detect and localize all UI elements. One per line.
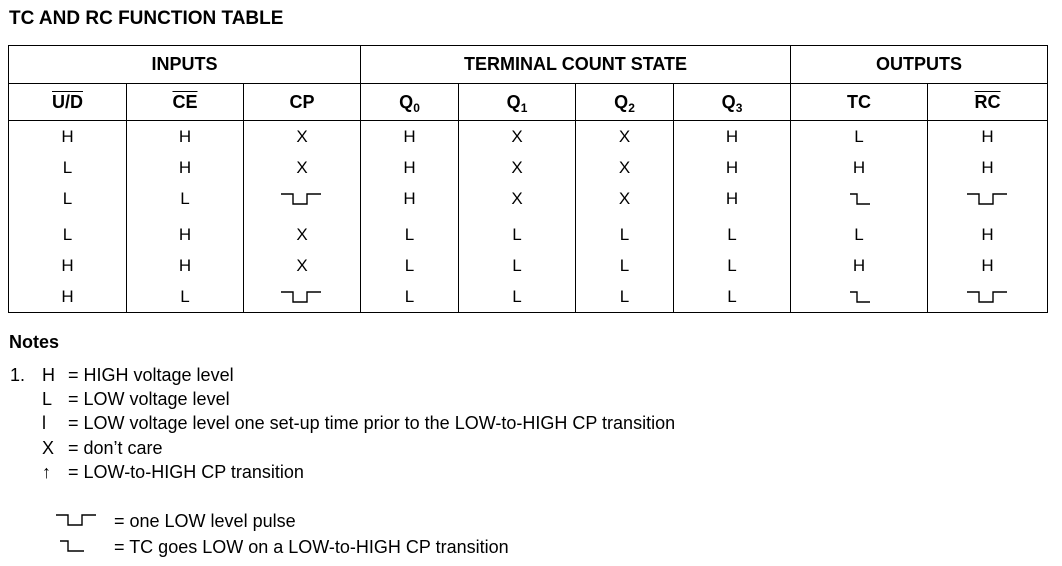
- note-text: = LOW-to-HIGH CP transition: [68, 462, 304, 482]
- pulse-icon: [244, 183, 361, 214]
- cell-q1: L: [459, 281, 576, 313]
- cell-cp: X: [244, 250, 361, 281]
- cell-q3: H: [674, 183, 791, 214]
- col-cp: CP: [244, 84, 361, 121]
- col-q2: $Q_2$: [576, 84, 674, 121]
- note-item: [42, 389, 230, 410]
- cell-rc: H: [928, 219, 1048, 250]
- cell-tc: L: [791, 219, 928, 250]
- note-symbol: X: [42, 438, 55, 458]
- col-tc: TC: [791, 84, 928, 121]
- note-fall: [54, 537, 509, 559]
- cell-q1: X: [459, 121, 576, 153]
- note-item: [42, 462, 304, 483]
- note-symbol: ↑: [42, 462, 51, 482]
- note-text: = HIGH voltage level: [68, 365, 234, 385]
- col-q3: $Q_3$: [674, 84, 791, 121]
- table-row: [9, 281, 1048, 313]
- cell-ud: L: [9, 219, 127, 250]
- cell-q2: X: [576, 121, 674, 153]
- cell-q3: L: [674, 219, 791, 250]
- pulse-icon: [244, 281, 361, 313]
- note-symbol: H: [42, 365, 55, 385]
- col-ud: [9, 84, 127, 121]
- cell-ud: H: [9, 281, 127, 313]
- notes-heading: Notes: [9, 332, 60, 352]
- cell-q0: H: [361, 152, 459, 183]
- group-inputs: INPUTS: [9, 46, 361, 84]
- cell-ce: H: [127, 250, 244, 281]
- col-q0: $Q_0$: [361, 84, 459, 121]
- cell-q0: H: [361, 121, 459, 153]
- falling-edge-icon: [791, 281, 928, 313]
- cell-q2: X: [576, 152, 674, 183]
- col-ce: [127, 84, 244, 121]
- col-rc: [928, 84, 1048, 121]
- table-title: TC AND RC FUNCTION TABLE: [9, 8, 284, 29]
- cell-q2: L: [576, 219, 674, 250]
- group-terminal-count-state: TERMINAL COUNT STATE: [361, 46, 791, 84]
- note-text: = don’t care: [68, 438, 163, 458]
- table-row: [9, 250, 1048, 281]
- cell-q1: L: [459, 250, 576, 281]
- note-symbol: l: [42, 413, 46, 433]
- cell-ud: H: [9, 121, 127, 153]
- note-text: = LOW voltage level one set-up time prior to the LOW-to-HIGH CP transition: [68, 413, 676, 433]
- cell-ce: L: [127, 281, 244, 313]
- cell-q0: L: [361, 250, 459, 281]
- cell-q3: H: [674, 152, 791, 183]
- cell-q3: H: [674, 121, 791, 153]
- cell-q2: L: [576, 281, 674, 313]
- cell-q1: X: [459, 152, 576, 183]
- cell-ud: L: [9, 152, 127, 183]
- cell-q3: L: [674, 250, 791, 281]
- table-row: [9, 183, 1048, 214]
- cell-cp: X: [244, 219, 361, 250]
- cell-ce: H: [127, 219, 244, 250]
- cell-q1: X: [459, 183, 576, 214]
- note-fall-text: = TC goes LOW on a LOW-to-HIGH CP transition: [114, 537, 509, 557]
- note-pulse-text: = one LOW level pulse: [114, 511, 296, 531]
- note-symbol: L: [42, 389, 53, 409]
- falling-edge-icon: [791, 183, 928, 214]
- cell-q2: L: [576, 250, 674, 281]
- cell-q0: H: [361, 183, 459, 214]
- cell-q3: L: [674, 281, 791, 313]
- note-pulse: [54, 511, 296, 533]
- pulse-icon: [54, 512, 114, 533]
- cell-ce: H: [127, 121, 244, 153]
- col-q1: $Q_1$: [459, 84, 576, 121]
- cell-ud: H: [9, 250, 127, 281]
- cell-q0: L: [361, 281, 459, 313]
- cell-tc: H: [791, 250, 928, 281]
- function-table: [8, 45, 1048, 313]
- cell-ce: H: [127, 152, 244, 183]
- col-ud-label: U/D: [52, 91, 83, 112]
- table-row: [9, 121, 1048, 153]
- note-item: [42, 413, 675, 434]
- notes-number: 1.: [10, 365, 26, 385]
- cell-tc: H: [791, 152, 928, 183]
- note-item: [42, 365, 234, 386]
- cell-q2: X: [576, 183, 674, 214]
- note-text: = LOW voltage level: [68, 389, 230, 409]
- col-ce-label: $\overline{CE}$: [172, 91, 198, 112]
- cell-rc: H: [928, 121, 1048, 153]
- cell-tc: L: [791, 121, 928, 153]
- col-rc-label: $\overline{RC}$: [974, 91, 1001, 112]
- cell-cp: X: [244, 121, 361, 153]
- cell-q1: L: [459, 219, 576, 250]
- cell-ud: L: [9, 183, 127, 214]
- table-row: [9, 152, 1048, 183]
- cell-rc: H: [928, 250, 1048, 281]
- cell-q0: L: [361, 219, 459, 250]
- cell-cp: X: [244, 152, 361, 183]
- pulse-icon: [928, 183, 1048, 214]
- table-row: [9, 219, 1048, 250]
- group-outputs: OUTPUTS: [791, 46, 1048, 84]
- cell-ce: L: [127, 183, 244, 214]
- pulse-icon: [928, 281, 1048, 313]
- falling-edge-icon: [54, 538, 114, 559]
- cell-rc: H: [928, 152, 1048, 183]
- note-item: [42, 438, 163, 459]
